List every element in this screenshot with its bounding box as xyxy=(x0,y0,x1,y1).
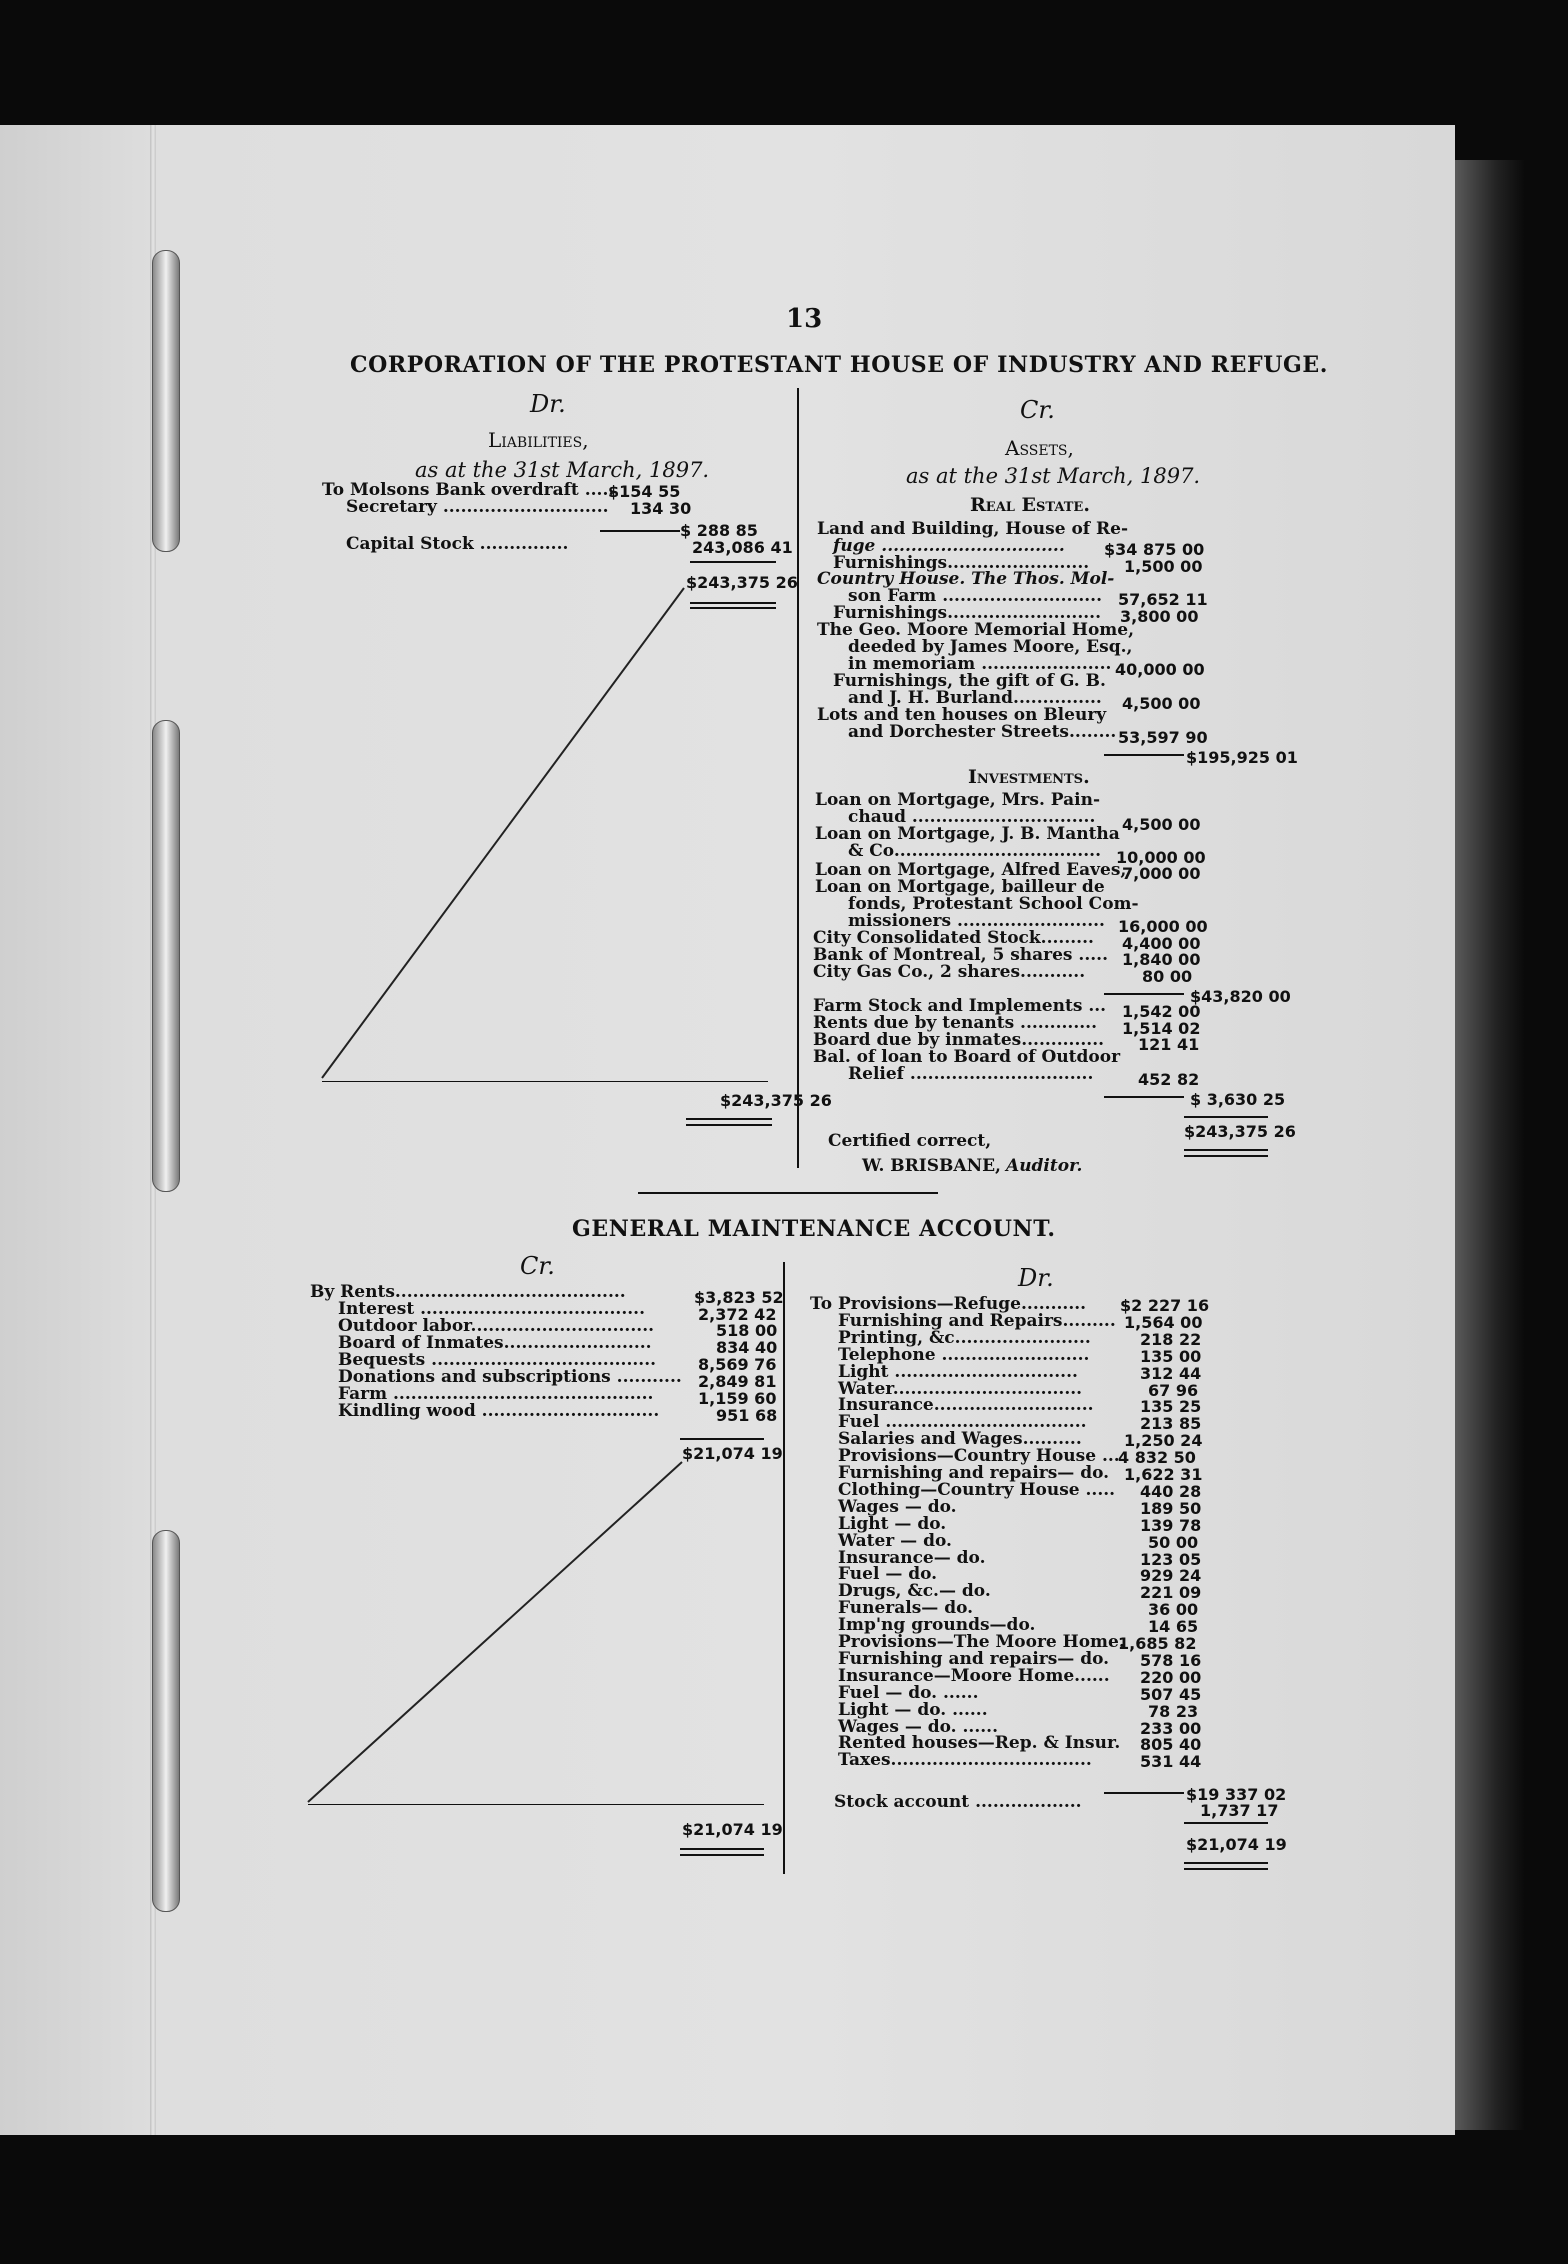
income-amount: $3,823 52 xyxy=(694,1288,784,1307)
assets-heading: Assets, xyxy=(1005,436,1074,460)
rule xyxy=(1104,754,1184,756)
stock-account-amount: 1,737 17 xyxy=(1200,1801,1279,1820)
expense-amount: 67 96 xyxy=(1148,1381,1199,1400)
liability-label: To Molsons Bank overdraft ..... xyxy=(322,480,615,500)
other-asset-item: Rents due by tenants ............. xyxy=(813,1013,1097,1033)
expense-item: To Provisions—Refuge........... xyxy=(810,1294,1087,1314)
real-estate-item: The Geo. Moore Memorial Home, xyxy=(817,620,1135,640)
double-rule xyxy=(1184,1868,1268,1870)
investment-item: Loan on Mortgage, J. B. Mantha xyxy=(815,824,1120,844)
investments-heading: Investments. xyxy=(968,766,1090,788)
other-asset-item: Relief ............................... xyxy=(848,1064,1094,1084)
real-estate-total: $195,925 01 xyxy=(1186,748,1298,767)
income-item: Interest ...................................... xyxy=(338,1299,645,1319)
income-amount: 8,569 76 xyxy=(698,1355,777,1374)
liabilities-subtotal: $ 288 85 xyxy=(680,521,758,540)
real-estate-item: deeded by James Moore, Esq., xyxy=(848,637,1133,657)
assets-date: as at the 31st March, 1897. xyxy=(906,464,1201,488)
other-asset-item: Board due by inmates.............. xyxy=(813,1030,1105,1050)
real-estate-amount: 57,652 11 xyxy=(1118,590,1208,609)
income-item: Outdoor labor............................... xyxy=(338,1316,655,1336)
expense-amount: 220 00 xyxy=(1140,1668,1202,1687)
liabilities-date: as at the 31st March, 1897. xyxy=(415,458,710,482)
income-item: Bequests ...................................... xyxy=(338,1350,657,1370)
investment-item: Loan on Mortgage, Mrs. Pain- xyxy=(815,790,1101,810)
expense-amount: 805 40 xyxy=(1140,1735,1202,1754)
certified-text: Certified correct, xyxy=(828,1131,992,1151)
expense-item: Furnishing and repairs— do. xyxy=(838,1463,1110,1483)
other-asset-item: Farm Stock and Implements ... xyxy=(813,996,1107,1016)
real-estate-item: Country House. The Thos. Mol- xyxy=(817,569,1115,589)
investment-amount: 7,000 00 xyxy=(1122,864,1201,883)
investment-amount: 1,840 00 xyxy=(1122,950,1201,969)
liabilities-total-bottom: $243,375 26 xyxy=(720,1091,832,1110)
liability-amount: 134 30 xyxy=(630,499,692,518)
rule xyxy=(1184,1116,1268,1118)
expense-amount: 4 832 50 xyxy=(1118,1448,1196,1467)
investment-item: Loan on Mortgage, bailleur de xyxy=(815,877,1105,897)
investment-amount: 10,000 00 xyxy=(1116,848,1206,867)
expense-amount: 139 78 xyxy=(1140,1516,1202,1535)
investment-item: Bank of Montreal, 5 shares ..... xyxy=(813,945,1109,965)
income-amount: 834 40 xyxy=(716,1338,778,1357)
expense-amount: 507 45 xyxy=(1140,1685,1202,1704)
expense-item: Fuel .................................. xyxy=(838,1412,1087,1432)
double-rule xyxy=(686,1124,772,1126)
expense-amount: 531 44 xyxy=(1140,1752,1202,1771)
expense-item: Furnishing and Repairs......... xyxy=(838,1311,1116,1331)
real-estate-item: Land and Building, House of Re- xyxy=(817,519,1129,539)
other-asset-amount: 452 82 xyxy=(1138,1070,1200,1089)
expense-amount: 189 50 xyxy=(1140,1499,1202,1518)
real-estate-item: and J. H. Burland............... xyxy=(848,688,1102,708)
expense-item: Telephone ......................... xyxy=(838,1345,1090,1365)
income-item: Donations and subscriptions ........... xyxy=(338,1367,682,1387)
auditor-name: W. BRISBANE, xyxy=(862,1156,1001,1176)
expense-item: Light ............................... xyxy=(838,1362,1078,1382)
double-rule xyxy=(1184,1862,1268,1864)
expense-item: Printing, &c....................... xyxy=(838,1328,1091,1348)
expense-amount: 135 00 xyxy=(1140,1347,1202,1366)
investments-total: $43,820 00 xyxy=(1190,987,1291,1006)
income-amount: 951 68 xyxy=(716,1406,778,1425)
expense-item: Rented houses—Rep. & Insur. xyxy=(838,1733,1121,1753)
expense-amount: 50 00 xyxy=(1148,1533,1199,1552)
expense-amount: $2 227 16 xyxy=(1120,1296,1210,1315)
double-rule xyxy=(686,1118,772,1120)
other-assets-total: $ 3,630 25 xyxy=(1190,1090,1286,1109)
other-asset-amount: 1,542 00 xyxy=(1122,1002,1201,1021)
investment-item: City Consolidated Stock......... xyxy=(813,928,1094,948)
double-rule xyxy=(680,1854,764,1856)
expense-item: Wages — do. xyxy=(838,1497,957,1517)
income-item: Board of Inmates......................... xyxy=(338,1333,652,1353)
expense-item: Water — do. xyxy=(838,1531,952,1551)
liabilities-total-top: $243,375 26 xyxy=(686,573,798,592)
expense-amount: 213 85 xyxy=(1140,1414,1202,1433)
real-estate-item: in memoriam ...................... xyxy=(848,654,1112,674)
expense-amount: 36 00 xyxy=(1148,1600,1199,1619)
column-divider xyxy=(783,1262,785,1874)
other-asset-amount: 121 41 xyxy=(1138,1035,1200,1054)
real-estate-amount: 53,597 90 xyxy=(1118,728,1208,747)
investment-item: fonds, Protestant School Com- xyxy=(848,894,1139,914)
column-divider xyxy=(797,388,799,1168)
real-estate-heading: Real Estate. xyxy=(970,494,1090,516)
income-total-bottom: $21,074 19 xyxy=(682,1820,783,1839)
expense-item: Fuel — do. xyxy=(838,1564,938,1584)
section-separator xyxy=(638,1192,938,1194)
expense-item: Insurance—Moore Home...... xyxy=(838,1666,1110,1686)
income-amount: 518 00 xyxy=(716,1321,778,1340)
real-estate-amount: $34 875 00 xyxy=(1104,540,1205,559)
rule xyxy=(308,1804,764,1805)
side-label-cr: Cr. xyxy=(1020,396,1055,424)
expenses-subtotal: $19 337 02 xyxy=(1186,1785,1287,1804)
expense-item: Funerals— do. xyxy=(838,1598,974,1618)
investment-amount: 80 00 xyxy=(1142,967,1193,986)
income-item: Farm ............................................ xyxy=(338,1384,654,1404)
expense-item: Fuel — do. ...... xyxy=(838,1683,979,1703)
expense-amount: 440 28 xyxy=(1140,1482,1202,1501)
investment-item: missioners ......................... xyxy=(848,911,1105,931)
liabilities-heading: Liabilities, xyxy=(488,428,589,452)
real-estate-item: Furnishings........................ xyxy=(833,553,1090,573)
investment-item: chaud ............................... xyxy=(848,807,1096,827)
real-estate-item: Furnishings.......................... xyxy=(833,603,1101,623)
expense-amount: 123 05 xyxy=(1140,1550,1202,1569)
double-rule xyxy=(680,1848,764,1850)
double-rule xyxy=(690,602,776,604)
capital-stock-label: Capital Stock ............... xyxy=(346,534,569,554)
real-estate-amount: 40,000 00 xyxy=(1115,660,1205,679)
expense-item: Imp'ng grounds—do. xyxy=(838,1615,1036,1635)
expense-amount: 78 23 xyxy=(1148,1702,1199,1721)
liability-amount: $154 55 xyxy=(608,482,681,501)
expense-item: Salaries and Wages.......... xyxy=(838,1429,1082,1449)
investment-item: Loan on Mortgage, Alfred Eaves, xyxy=(815,860,1127,880)
assets-grand-total: $243,375 26 xyxy=(1184,1122,1296,1141)
expense-item: Insurance— do. xyxy=(838,1548,986,1568)
expense-amount: 312 44 xyxy=(1140,1364,1202,1383)
income-amount: 1,159 60 xyxy=(698,1389,777,1408)
real-estate-amount: 1,500 00 xyxy=(1124,557,1203,576)
other-asset-item: Bal. of loan to Board of Outdoor xyxy=(813,1047,1121,1067)
binding-clip xyxy=(152,1530,180,1912)
expense-amount: 1,564 00 xyxy=(1124,1313,1203,1332)
expense-item: Drugs, &c.— do. xyxy=(838,1581,991,1601)
real-estate-item: Furnishings, the gift of G. B. xyxy=(833,671,1106,691)
expense-amount: 1,685 82 xyxy=(1118,1634,1197,1653)
expense-item: Water................................ xyxy=(838,1379,1083,1399)
expense-amount: 1,622 31 xyxy=(1124,1465,1203,1484)
expense-item: Light — do. xyxy=(838,1514,947,1534)
income-amount: 2,849 81 xyxy=(698,1372,777,1391)
expenses-total: $21,074 19 xyxy=(1186,1835,1287,1854)
side-label-dr: Dr. xyxy=(1018,1264,1054,1292)
double-rule xyxy=(690,607,776,609)
investment-amount: 16,000 00 xyxy=(1118,917,1208,936)
expense-amount: 221 09 xyxy=(1140,1583,1202,1602)
balance-sheet-title: CORPORATION OF THE PROTESTANT HOUSE OF INDUSTRY AND REFUGE. xyxy=(350,352,1329,378)
side-label-dr: Dr. xyxy=(530,390,566,418)
expense-amount: 218 22 xyxy=(1140,1330,1202,1349)
expense-amount: 135 25 xyxy=(1140,1397,1202,1416)
double-rule xyxy=(1184,1155,1268,1157)
rule xyxy=(1104,993,1184,995)
expense-amount: 233 00 xyxy=(1140,1719,1202,1738)
expense-item: Furnishing and repairs— do. xyxy=(838,1649,1110,1669)
auditor-title: Auditor. xyxy=(1006,1156,1083,1176)
expense-item: Provisions—Country House ... xyxy=(838,1446,1120,1466)
capital-stock-amount: 243,086 41 xyxy=(692,538,793,557)
real-estate-amount: 3,800 00 xyxy=(1120,607,1199,626)
expense-amount: 929 24 xyxy=(1140,1566,1202,1585)
rule xyxy=(680,1438,764,1440)
investment-item: & Co................................... xyxy=(848,841,1101,861)
real-estate-item: and Dorchester Streets........ xyxy=(848,722,1117,742)
rule xyxy=(322,1081,768,1082)
investment-item: City Gas Co., 2 shares........... xyxy=(813,962,1086,982)
investment-amount: 4,500 00 xyxy=(1122,815,1201,834)
expense-item: Taxes.................................. xyxy=(838,1750,1092,1770)
expense-item: Light — do. ...... xyxy=(838,1700,988,1720)
income-amount: 2,372 42 xyxy=(698,1305,777,1324)
binding-clip xyxy=(152,250,180,552)
expense-item: Wages — do. ...... xyxy=(838,1717,999,1737)
rule xyxy=(1184,1822,1268,1824)
side-label-cr: Cr. xyxy=(520,1252,555,1280)
rule xyxy=(1104,1792,1184,1794)
expense-amount: 578 16 xyxy=(1140,1651,1202,1670)
binding-clip xyxy=(152,720,180,1192)
rule xyxy=(1104,1096,1184,1098)
investment-amount: 4,400 00 xyxy=(1122,934,1201,953)
expense-item: Insurance........................... xyxy=(838,1395,1094,1415)
double-rule xyxy=(1184,1149,1268,1151)
rule xyxy=(600,530,680,532)
expense-item: Provisions—The Moore Home. xyxy=(838,1632,1125,1652)
page-number: 13 xyxy=(786,304,823,334)
income-item: By Rents....................................... xyxy=(310,1282,626,1302)
maintenance-title: GENERAL MAINTENANCE ACCOUNT. xyxy=(572,1216,1056,1242)
rule xyxy=(690,561,776,563)
other-asset-amount: 1,514 02 xyxy=(1122,1019,1201,1038)
income-total-top: $21,074 19 xyxy=(682,1444,783,1463)
real-estate-item: son Farm ........................... xyxy=(848,586,1103,606)
real-estate-amount: 4,500 00 xyxy=(1122,694,1201,713)
expense-item: Clothing—Country House ..... xyxy=(838,1480,1116,1500)
income-item: Kindling wood .............................. xyxy=(338,1401,660,1421)
expense-amount: 1,250 24 xyxy=(1124,1431,1203,1450)
page-edge-shadow xyxy=(1455,160,1525,2130)
expense-amount: 14 65 xyxy=(1148,1617,1199,1636)
real-estate-item: fuge ............................... xyxy=(833,536,1065,556)
liability-label: Secretary ............................ xyxy=(346,497,609,517)
real-estate-item: Lots and ten houses on Bleury xyxy=(817,705,1107,725)
stock-account-label: Stock account .................. xyxy=(834,1792,1082,1812)
